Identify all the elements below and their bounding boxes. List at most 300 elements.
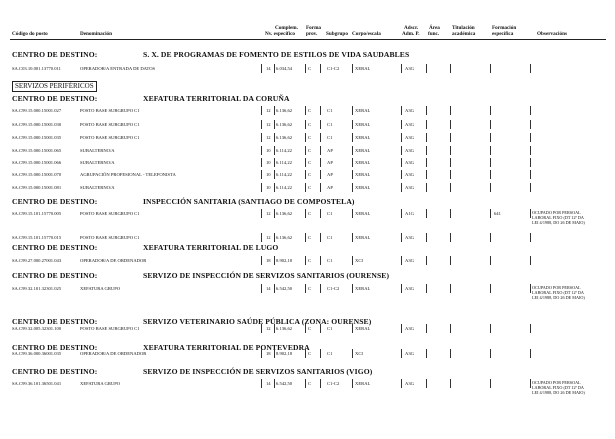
cell-code: SA.C99.36.101.36501.041 bbox=[12, 381, 62, 386]
cell-divider bbox=[274, 256, 275, 265]
centro-destino-name: INSPECCIÓN SANITARIA (SANTIAGO DE COMPOSTELA) bbox=[143, 197, 355, 206]
cell-divider bbox=[490, 183, 491, 192]
centro-destino-label: CENTRO DE DESTINO: bbox=[12, 94, 98, 103]
cell-code: SA.C99.15.000.15001.070 bbox=[12, 172, 62, 177]
cell-divider bbox=[401, 324, 402, 333]
header-forma: Forma bbox=[306, 25, 321, 31]
cell-divider bbox=[320, 284, 321, 293]
cell-divider bbox=[530, 158, 531, 167]
cell-sub: C1-C2 bbox=[327, 66, 340, 71]
table-row bbox=[0, 146, 615, 155]
cell-divider bbox=[426, 106, 427, 115]
cell-code: SA.C99.15.000.15001.081 bbox=[12, 185, 62, 190]
cell-adscr: A3G bbox=[405, 351, 414, 356]
cell-corpo: XERAL bbox=[355, 381, 371, 386]
cell-divider bbox=[274, 324, 275, 333]
cell-divider bbox=[530, 106, 531, 115]
table-row bbox=[0, 183, 615, 192]
cell-divider bbox=[450, 133, 451, 142]
cell-divider bbox=[490, 64, 491, 73]
servizos-perifericos-box: SERVIZOS PERIFÉRICOS bbox=[12, 81, 97, 92]
cell-divider bbox=[320, 146, 321, 155]
cell-sub: AP bbox=[327, 172, 333, 177]
cell-code: SA.C99.36.000.36001.035 bbox=[12, 351, 62, 356]
cell-divider bbox=[426, 64, 427, 73]
cell-divider bbox=[450, 349, 451, 358]
cell-divider bbox=[305, 170, 306, 179]
cell-divider bbox=[261, 349, 262, 358]
cell-sub: C1-C2 bbox=[327, 286, 340, 291]
cell-divider bbox=[450, 183, 451, 192]
cell-sub: C1-C2 bbox=[327, 381, 340, 386]
cell-divider bbox=[530, 146, 531, 155]
header-prov: prov. bbox=[306, 31, 318, 37]
cell-sub: C1 bbox=[327, 235, 333, 240]
cell-divider bbox=[261, 324, 262, 333]
header-titulacion: Titulación bbox=[452, 25, 475, 31]
cell-nv: 12 bbox=[266, 122, 271, 127]
cell-corpo: XERAL bbox=[355, 66, 371, 71]
cell-divider bbox=[401, 133, 402, 142]
header-complem: Complem. bbox=[275, 25, 298, 31]
cell-code: SA.C99.27.000.27001.043 bbox=[12, 258, 62, 263]
table-row bbox=[0, 64, 615, 73]
cell-divider bbox=[401, 183, 402, 192]
header-area: Área bbox=[429, 25, 440, 31]
cell-divider bbox=[530, 379, 531, 388]
cell-divider bbox=[530, 133, 531, 142]
cell-nv: 12 bbox=[266, 135, 271, 140]
cell-nv: 14 bbox=[266, 66, 271, 71]
cell-comp: 6.136,62 bbox=[276, 235, 293, 240]
cell-divider bbox=[305, 379, 306, 388]
cell-divider bbox=[426, 284, 427, 293]
cell-divider bbox=[401, 209, 402, 218]
cell-form: 641 bbox=[494, 211, 501, 216]
cell-divider bbox=[261, 158, 262, 167]
cell-corpo: XERAL bbox=[355, 286, 371, 291]
observacions-line: LABORAL FIXO (DT 12ª DA bbox=[532, 215, 584, 221]
cell-adscr: A3G bbox=[405, 172, 414, 177]
cell-divider bbox=[450, 146, 451, 155]
cell-divider bbox=[450, 170, 451, 179]
cell-denom: POSTO BASE SUBGRUPO C1 bbox=[80, 211, 140, 216]
cell-divider bbox=[305, 349, 306, 358]
cell-denom: XEFATURA GRUPO bbox=[80, 381, 121, 386]
cell-divider bbox=[274, 158, 275, 167]
cell-divider bbox=[261, 170, 262, 179]
cell-adscr: A3G bbox=[405, 66, 414, 71]
cell-corpo: XERAL bbox=[355, 108, 371, 113]
cell-sub: C1 bbox=[327, 122, 333, 127]
cell-divider bbox=[352, 379, 353, 388]
cell-divider bbox=[320, 158, 321, 167]
header-rule bbox=[10, 39, 606, 40]
cell-divider bbox=[450, 379, 451, 388]
cell-divider bbox=[305, 146, 306, 155]
header-codigo: Código do posto bbox=[12, 31, 48, 37]
cell-sub: C1 bbox=[327, 135, 333, 140]
cell-nv: 12 bbox=[266, 211, 271, 216]
centro-destino-label: CENTRO DE DESTINO: bbox=[12, 367, 98, 376]
table-row bbox=[0, 349, 615, 358]
cell-corpo: XCI bbox=[355, 258, 363, 263]
cell-forma: C bbox=[308, 160, 312, 165]
cell-forma: C bbox=[308, 351, 312, 356]
cell-nv: 14 bbox=[266, 381, 271, 386]
cell-comp: 6.136,62 bbox=[276, 135, 293, 140]
cell-comp: 6.114,22 bbox=[276, 185, 292, 190]
cell-divider bbox=[305, 133, 306, 142]
cell-divider bbox=[320, 64, 321, 73]
cell-divider bbox=[490, 233, 491, 242]
cell-sub: AP bbox=[327, 148, 333, 153]
cell-divider bbox=[320, 183, 321, 192]
cell-comp: 6.136,62 bbox=[276, 326, 293, 331]
centro-destino-name: SERVIZO VETERINARIO SAÚDE PÚBLICA (ZONA: OURENSE) bbox=[143, 317, 372, 326]
observacions-note bbox=[532, 380, 585, 396]
header-observacions: Observacións bbox=[537, 31, 567, 37]
cell-forma: C bbox=[308, 108, 312, 113]
cell-sub: C1 bbox=[327, 258, 333, 263]
table-row bbox=[0, 324, 615, 333]
cell-divider bbox=[352, 233, 353, 242]
cell-divider bbox=[530, 183, 531, 192]
table-row bbox=[0, 106, 615, 115]
cell-code: SA.C99.32.101.32301.025 bbox=[12, 286, 62, 291]
cell-divider bbox=[274, 349, 275, 358]
cell-divider bbox=[401, 284, 402, 293]
cell-corpo: XERAL bbox=[355, 148, 371, 153]
cell-divider bbox=[401, 158, 402, 167]
cell-code: SA.C99.15.000.15001.027 bbox=[12, 108, 62, 113]
cell-denom: SUBALTERNO/A bbox=[80, 148, 115, 153]
cell-divider bbox=[426, 209, 427, 218]
cell-divider bbox=[490, 120, 491, 129]
cell-divider bbox=[305, 324, 306, 333]
cell-divider bbox=[426, 324, 427, 333]
header-especifica: específica bbox=[492, 31, 514, 37]
cell-adscr: A3G bbox=[405, 108, 414, 113]
cell-divider bbox=[320, 324, 321, 333]
cell-divider bbox=[401, 146, 402, 155]
cell-divider bbox=[450, 256, 451, 265]
cell-adscr: A1G bbox=[405, 211, 414, 216]
table-row bbox=[0, 284, 615, 296]
cell-divider bbox=[320, 120, 321, 129]
cell-divider bbox=[261, 284, 262, 293]
cell-divider bbox=[261, 120, 262, 129]
cell-divider bbox=[320, 379, 321, 388]
header-adscr: Adscr. bbox=[404, 25, 419, 31]
header-nv-especifico: Nv. específico bbox=[265, 31, 295, 37]
table-row bbox=[0, 256, 615, 265]
cell-divider bbox=[490, 284, 491, 293]
cell-divider bbox=[274, 64, 275, 73]
cell-corpo: XERAL bbox=[355, 235, 371, 240]
cell-denom: POSTO BASE SUBGRUPO C1 bbox=[80, 235, 140, 240]
cell-divider bbox=[490, 158, 491, 167]
cell-divider bbox=[490, 324, 491, 333]
cell-divider bbox=[530, 120, 531, 129]
cell-code: SA.C03.10.001.13770.011 bbox=[12, 66, 61, 71]
cell-sub: AP bbox=[327, 185, 333, 190]
cell-divider bbox=[490, 349, 491, 358]
cell-divider bbox=[305, 120, 306, 129]
observacions-line: OCUPADO POR PERSOAL bbox=[532, 210, 581, 215]
cell-divider bbox=[490, 379, 491, 388]
cell-adscr: A3G bbox=[405, 122, 414, 127]
cell-comp: 6.114,22 bbox=[276, 148, 292, 153]
cell-forma: C bbox=[308, 135, 312, 140]
cell-divider bbox=[401, 170, 402, 179]
cell-divider bbox=[426, 170, 427, 179]
observacions-line: LABORAL FIXO (DT 12ª DA bbox=[532, 385, 584, 391]
cell-divider bbox=[426, 133, 427, 142]
cell-divider bbox=[320, 170, 321, 179]
cell-nv: 10 bbox=[266, 185, 271, 190]
cell-divider bbox=[352, 349, 353, 358]
cell-divider bbox=[426, 120, 427, 129]
cell-divider bbox=[530, 233, 531, 242]
cell-sub: AP bbox=[327, 160, 333, 165]
observacions-line: LABORAL FIXO (DT 12ª DA bbox=[532, 290, 584, 296]
cell-corpo: XCI bbox=[355, 351, 363, 356]
cell-divider bbox=[352, 146, 353, 155]
table-row bbox=[0, 209, 615, 221]
cell-divider bbox=[261, 133, 262, 142]
cell-nv: 12 bbox=[266, 108, 271, 113]
cell-divider bbox=[401, 233, 402, 242]
cell-sub: C1 bbox=[327, 211, 333, 216]
cell-sub: C1 bbox=[327, 108, 333, 113]
cell-divider bbox=[352, 133, 353, 142]
cell-sub: C1 bbox=[327, 326, 333, 331]
cell-adscr: A3G bbox=[405, 235, 414, 240]
cell-denom: POSTO BASE SUBGRUPO C1 bbox=[80, 108, 140, 113]
cell-sub: C1 bbox=[327, 351, 333, 356]
cell-divider bbox=[274, 233, 275, 242]
centro-destino-name: SERVIZO DE INSPECCIÓN DE SERVIZOS SANITARIOS (VIGO) bbox=[143, 367, 373, 376]
cell-divider bbox=[261, 256, 262, 265]
cell-divider bbox=[530, 324, 531, 333]
cell-forma: C bbox=[308, 122, 312, 127]
cell-divider bbox=[490, 133, 491, 142]
cell-code: SA.C99.15.000.15001.066 bbox=[12, 160, 62, 165]
cell-divider bbox=[401, 379, 402, 388]
cell-divider bbox=[274, 170, 275, 179]
cell-adscr: A3G bbox=[405, 286, 414, 291]
cell-nv: 18 bbox=[266, 351, 271, 356]
observacions-line: LEI 4/1988, DO 26 DE MAIO) bbox=[532, 220, 585, 226]
cell-divider bbox=[320, 209, 321, 218]
cell-divider bbox=[274, 106, 275, 115]
cell-comp: 6.114,22 bbox=[276, 172, 292, 177]
cell-denom: SUBALTERNO/A bbox=[80, 160, 115, 165]
cell-nv: 10 bbox=[266, 160, 271, 165]
centro-destino-name: XEFATURA TERRITORIAL DE PONTEVEDRA bbox=[143, 343, 310, 352]
cell-code: SA.C99.15.000.15001.030 bbox=[12, 122, 62, 127]
cell-divider bbox=[450, 324, 451, 333]
cell-divider bbox=[261, 209, 262, 218]
cell-denom: AGRUPACIÓN PROFESIONAL - TELEFONISTA bbox=[80, 172, 176, 177]
cell-code: SA.C99.32.005.32301.100 bbox=[12, 326, 62, 331]
cell-divider bbox=[401, 64, 402, 73]
cell-divider bbox=[426, 183, 427, 192]
cell-divider bbox=[450, 64, 451, 73]
cell-divider bbox=[305, 158, 306, 167]
cell-code: SA.C99.15.101.15770.015 bbox=[12, 235, 62, 240]
cell-nv: 12 bbox=[266, 326, 271, 331]
table-row bbox=[0, 379, 615, 391]
cell-divider bbox=[261, 379, 262, 388]
cell-denom: OPERADOR/A DE ORDENADOR bbox=[80, 258, 147, 263]
cell-code: SA.C99.15.000.15001.035 bbox=[12, 135, 62, 140]
table-row bbox=[0, 158, 615, 167]
cell-corpo: XERAL bbox=[355, 326, 371, 331]
cell-divider bbox=[274, 146, 275, 155]
cell-corpo: XERAL bbox=[355, 135, 371, 140]
cell-divider bbox=[401, 256, 402, 265]
cell-nv: 10 bbox=[266, 172, 271, 177]
cell-divider bbox=[426, 233, 427, 242]
centro-destino-label: CENTRO DE DESTINO: bbox=[12, 50, 98, 59]
cell-divider bbox=[352, 64, 353, 73]
header-adm-p: Adm. P. bbox=[402, 31, 420, 37]
cell-forma: C bbox=[308, 185, 312, 190]
cell-divider bbox=[274, 379, 275, 388]
cell-divider bbox=[450, 120, 451, 129]
cell-comp: 6.542,50 bbox=[276, 381, 293, 386]
cell-forma: C bbox=[308, 326, 312, 331]
table-row bbox=[0, 170, 615, 179]
cell-divider bbox=[490, 146, 491, 155]
cell-divider bbox=[490, 209, 491, 218]
cell-divider bbox=[305, 106, 306, 115]
cell-divider bbox=[305, 284, 306, 293]
cell-forma: C bbox=[308, 66, 312, 71]
cell-nv: 12 bbox=[266, 235, 271, 240]
cell-denom: POSTO BASE SUBGRUPO C1 bbox=[80, 135, 140, 140]
cell-divider bbox=[530, 284, 531, 293]
centro-destino-label: CENTRO DE DESTINO: bbox=[12, 271, 98, 280]
cell-denom: SUBALTERNO/A bbox=[80, 185, 115, 190]
cell-denom: POSTO BASE SUBGRUPO C1 bbox=[80, 326, 140, 331]
cell-divider bbox=[305, 64, 306, 73]
cell-divider bbox=[401, 106, 402, 115]
cell-code: SA.C99.15.000.15001.065 bbox=[12, 148, 62, 153]
cell-comp: 8.902,18 bbox=[276, 258, 293, 263]
cell-nv: 14 bbox=[266, 286, 271, 291]
cell-adscr: A3G bbox=[405, 135, 414, 140]
cell-corpo: XERAL bbox=[355, 211, 371, 216]
cell-forma: C bbox=[308, 148, 312, 153]
cell-divider bbox=[490, 256, 491, 265]
cell-forma: C bbox=[308, 235, 312, 240]
cell-adscr: A3G bbox=[405, 258, 414, 263]
cell-divider bbox=[320, 133, 321, 142]
centro-destino-label: CENTRO DE DESTINO: bbox=[12, 243, 98, 252]
cell-corpo: XERAL bbox=[355, 160, 371, 165]
cell-forma: C bbox=[308, 286, 312, 291]
cell-divider bbox=[352, 256, 353, 265]
centro-destino-name: XEFATURA TERRITORIAL DA CORUÑA bbox=[143, 94, 290, 103]
header-subgrupo: Subgrupo bbox=[326, 31, 348, 37]
centro-destino-name: XEFATURA TERRITORIAL DE LUGO bbox=[143, 243, 279, 252]
cell-divider bbox=[352, 170, 353, 179]
cell-corpo: XERAL bbox=[355, 122, 371, 127]
cell-divider bbox=[450, 209, 451, 218]
cell-divider bbox=[426, 379, 427, 388]
table-row bbox=[0, 233, 615, 242]
cell-divider bbox=[352, 106, 353, 115]
cell-divider bbox=[450, 158, 451, 167]
cell-divider bbox=[352, 120, 353, 129]
cell-divider bbox=[261, 233, 262, 242]
header-academica: académica bbox=[452, 31, 476, 37]
cell-comp: 6.136,62 bbox=[276, 122, 293, 127]
cell-divider bbox=[426, 349, 427, 358]
cell-denom: POSTO BASE SUBGRUPO C1 bbox=[80, 122, 140, 127]
cell-forma: C bbox=[308, 211, 312, 216]
cell-divider bbox=[274, 120, 275, 129]
header-func: func. bbox=[428, 31, 440, 37]
cell-divider bbox=[305, 256, 306, 265]
cell-adscr: A3G bbox=[405, 326, 414, 331]
cell-divider bbox=[426, 146, 427, 155]
observacions-line: LEI 4/1988, DO 26 DE MAIO) bbox=[532, 390, 585, 396]
cell-denom: OPERADOR/A DE ORDENADOR bbox=[80, 351, 147, 356]
table-row bbox=[0, 120, 615, 129]
cell-divider bbox=[450, 106, 451, 115]
observacions-line: OCUPADO POR PERSOAL bbox=[532, 380, 581, 385]
cell-divider bbox=[320, 256, 321, 265]
cell-divider bbox=[320, 106, 321, 115]
cell-divider bbox=[274, 209, 275, 218]
cell-divider bbox=[530, 256, 531, 265]
header-corpo: Corpo/escala bbox=[352, 31, 381, 37]
cell-corpo: XERAL bbox=[355, 185, 371, 190]
observacions-line: LEI 4/1988, DO 26 DE MAIO) bbox=[532, 295, 585, 301]
centro-destino-label: CENTRO DE DESTINO: bbox=[12, 343, 98, 352]
cell-nv: 18 bbox=[266, 258, 271, 263]
cell-divider bbox=[320, 233, 321, 242]
cell-divider bbox=[305, 183, 306, 192]
cell-divider bbox=[261, 183, 262, 192]
cell-divider bbox=[261, 64, 262, 73]
cell-divider bbox=[530, 209, 531, 218]
cell-adscr: A3G bbox=[405, 148, 414, 153]
cell-divider bbox=[305, 233, 306, 242]
centro-destino-label: CENTRO DE DESTINO: bbox=[12, 197, 98, 206]
cell-divider bbox=[490, 106, 491, 115]
cell-divider bbox=[274, 284, 275, 293]
cell-forma: C bbox=[308, 381, 312, 386]
centro-destino-name: S. X. DE PROGRAMAS DE FOMENTO DE ESTILOS DE VIDA SAUDABLES bbox=[143, 50, 410, 59]
cell-denom: XEFATURA GRUPO bbox=[80, 286, 121, 291]
cell-divider bbox=[352, 324, 353, 333]
cell-divider bbox=[261, 146, 262, 155]
centro-destino-name: SERVIZO DE INSPECCIÓN DE SERVIZOS SANITARIOS (OURENSE) bbox=[143, 271, 390, 280]
cell-divider bbox=[352, 209, 353, 218]
cell-divider bbox=[450, 284, 451, 293]
cell-adscr: A3G bbox=[405, 381, 414, 386]
header-formacion: Formación bbox=[492, 25, 517, 31]
cell-divider bbox=[352, 183, 353, 192]
cell-forma: C bbox=[308, 258, 312, 263]
cell-divider bbox=[401, 120, 402, 129]
cell-divider bbox=[274, 183, 275, 192]
